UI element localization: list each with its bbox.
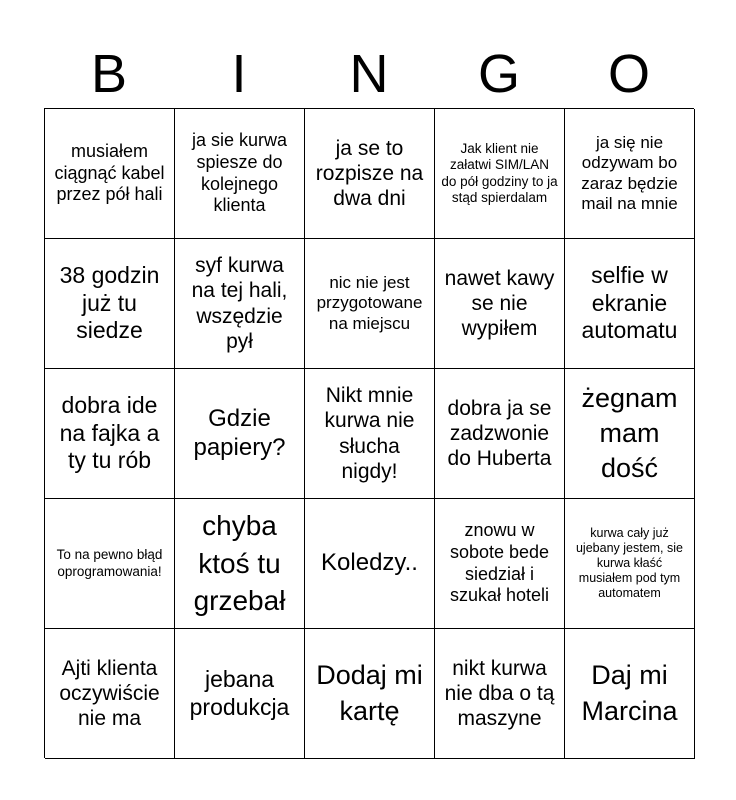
bingo-cell[interactable]: Ajti klienta oczywiście nie ma [45, 629, 175, 759]
bingo-cell[interactable]: dobra ide na fajka a ty tu rób [45, 369, 175, 499]
bingo-cell[interactable]: ja se to rozpisze na dwa dni [305, 109, 435, 239]
bingo-cell[interactable]: Jak klient nie załatwi SIM/LAN do pół godziny to ja stąd spierdalam [435, 109, 565, 239]
bingo-cell[interactable]: 38 godzin już tu siedze [45, 239, 175, 369]
header-letter-i: I [231, 44, 247, 104]
bingo-cell[interactable]: nic nie jest przygotowane na miejscu [305, 239, 435, 369]
bingo-cell[interactable]: dobra ja se zadzwonie do Huberta [435, 369, 565, 499]
bingo-cell[interactable]: znowu w sobote bede siedział i szukał hoteli [435, 499, 565, 629]
bingo-cell[interactable]: żegnam mam dość [565, 369, 695, 499]
bingo-grid [44, 108, 694, 758]
bingo-cell[interactable]: ja sie kurwa spiesze do kolejnego klienta [175, 109, 305, 239]
bingo-cell[interactable]: nikt kurwa nie dba o tą maszyne [435, 629, 565, 759]
bingo-cell[interactable]: Gdzie papiery? [175, 369, 305, 499]
bingo-cell[interactable]: To na pewno błąd oprogramowania! [45, 499, 175, 629]
bingo-cell[interactable]: chyba ktoś tu grzebał [175, 499, 305, 629]
bingo-cell[interactable]: ja się nie odzywam bo zaraz będzie mail na mnie [565, 109, 695, 239]
bingo-cell[interactable]: jebana produkcja [175, 629, 305, 759]
bingo-cell[interactable]: Nikt mnie kurwa nie słucha nigdy! [305, 369, 435, 499]
bingo-cell[interactable]: Daj mi Marcina [565, 629, 695, 759]
header-letter-n: N [349, 44, 389, 104]
header-letter-g: G [477, 44, 520, 104]
header-letter-o: O [607, 44, 650, 104]
bingo-cell[interactable]: nawet kawy se nie wypiłem [435, 239, 565, 369]
header-letter-b: B [90, 44, 128, 104]
bingo-cell[interactable]: musiałem ciągnąć kabel przez pół hali [45, 109, 175, 239]
bingo-cell[interactable]: kurwa cały już ujebany jestem, sie kurwa kłaść musiałem pod tym automatem [565, 499, 695, 629]
bingo-cell[interactable]: syf kurwa na tej hali, wszędzie pył [175, 239, 305, 369]
bingo-cell[interactable]: selfie w ekranie automatu [565, 239, 695, 369]
bingo-header [44, 40, 694, 108]
bingo-cell[interactable]: Koledzy.. [305, 499, 435, 629]
bingo-cell[interactable]: Dodaj mi kartę [305, 629, 435, 759]
